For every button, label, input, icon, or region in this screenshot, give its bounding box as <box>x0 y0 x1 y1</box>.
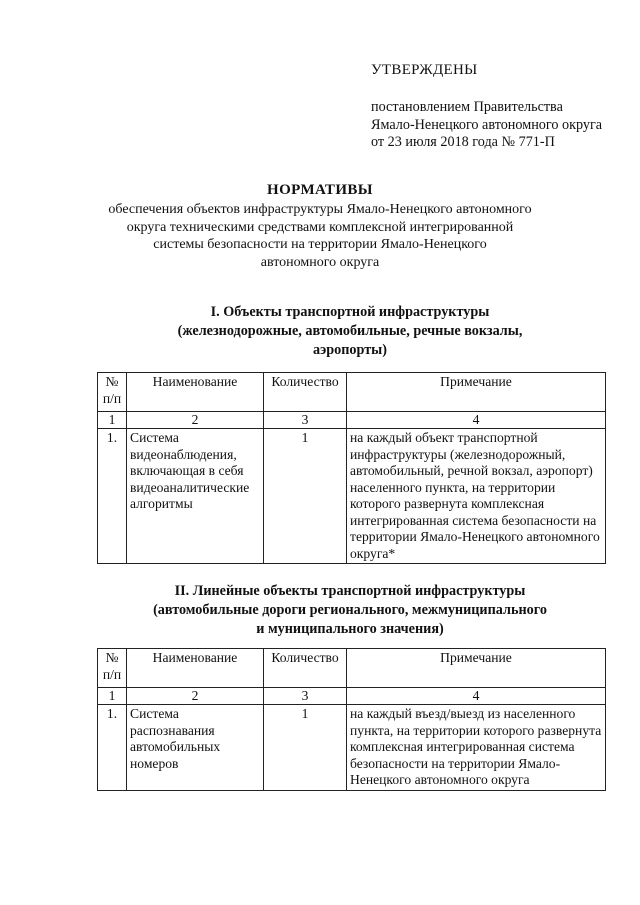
header-cell-quantity: Количество <box>264 649 347 688</box>
approval-title: УТВЕРЖДЕНЫ <box>371 62 478 78</box>
row-quantity: 1 <box>264 429 347 564</box>
column-number: 1 <box>98 412 127 429</box>
section-1-table <box>97 372 606 564</box>
table-row <box>98 705 606 791</box>
row-number: 1. <box>98 705 127 791</box>
row-name: Система распознавания автомобильных номеров <box>127 705 264 791</box>
table-header-row <box>98 649 606 688</box>
section-heading-line: (автомобильные дороги регионального, межмуниципального <box>153 602 547 618</box>
column-number: 2 <box>127 412 264 429</box>
header-cell-note: Примечание <box>347 373 606 412</box>
row-name: Система видеонаблюдения, включающая в себя видеоаналитические алгоритмы <box>127 429 264 564</box>
approval-line: постановлением Правительства <box>371 99 563 115</box>
row-note: на каждый въезд/выезд из населенного пункта, на территории которого развернута комплексная интегрированная система безопасности на территории Ямало-Ненецкого автономного округа <box>347 705 606 791</box>
header-cell-name: Наименование <box>127 373 264 412</box>
document-subtitle-line: обеспечения объектов инфраструктуры Ямало-Ненецкого автономного <box>108 202 532 217</box>
section-1-heading <box>90 303 610 360</box>
column-number: 2 <box>127 688 264 705</box>
approval-block <box>371 62 602 152</box>
column-number: 4 <box>347 412 606 429</box>
section-heading-line: II. Линейные объекты транспортной инфраструктуры <box>174 583 526 599</box>
column-number: 1 <box>98 688 127 705</box>
column-number: 4 <box>347 688 606 705</box>
row-note: на каждый объект транспортной инфраструктуры (железнодорожный, автомобильный, речной вокзал, аэропорт) населенного пункта, на территории которого развернута комплексная интегрированная система безопасности на территории Ямало-Ненецкого автономного округа* <box>347 429 606 564</box>
section-heading-line: и муниципального значения) <box>256 621 444 637</box>
document-subtitle-line: автономного округа <box>260 254 380 270</box>
section-heading-line: аэропорты) <box>313 342 387 358</box>
document-title: НОРМАТИВЫ <box>267 182 373 198</box>
table-header-row <box>98 373 606 412</box>
table-row <box>98 429 606 564</box>
header-cell-name: Наименование <box>127 649 264 688</box>
row-quantity: 1 <box>264 705 347 791</box>
document-subtitle-line: округа техническими средствами комплексной интегрированной <box>126 219 514 235</box>
section-heading-line: I. Объекты транспортной инфраструктуры <box>210 304 490 320</box>
column-number: 3 <box>264 412 347 429</box>
row-number: 1. <box>98 429 127 564</box>
document-subtitle-line: системы безопасности на территории Ямало-Ненецкого <box>153 237 487 252</box>
header-cell-note: Примечание <box>347 649 606 688</box>
document-heading <box>0 182 640 271</box>
header-cell-number: № п/п <box>98 373 127 412</box>
section-2-table <box>97 648 606 791</box>
table-column-number-row <box>98 412 606 429</box>
approval-line: Ямало-Ненецкого автономного округа <box>371 116 603 133</box>
header-cell-number: № п/п <box>98 649 127 688</box>
header-cell-quantity: Количество <box>264 373 347 412</box>
approval-line: от 23 июля 2018 года № 771-П <box>371 134 555 150</box>
table-column-number-row <box>98 688 606 705</box>
column-number: 3 <box>264 688 347 705</box>
section-heading-line: (железнодорожные, автомобильные, речные вокзалы, <box>177 323 523 339</box>
section-2-heading <box>90 582 610 639</box>
